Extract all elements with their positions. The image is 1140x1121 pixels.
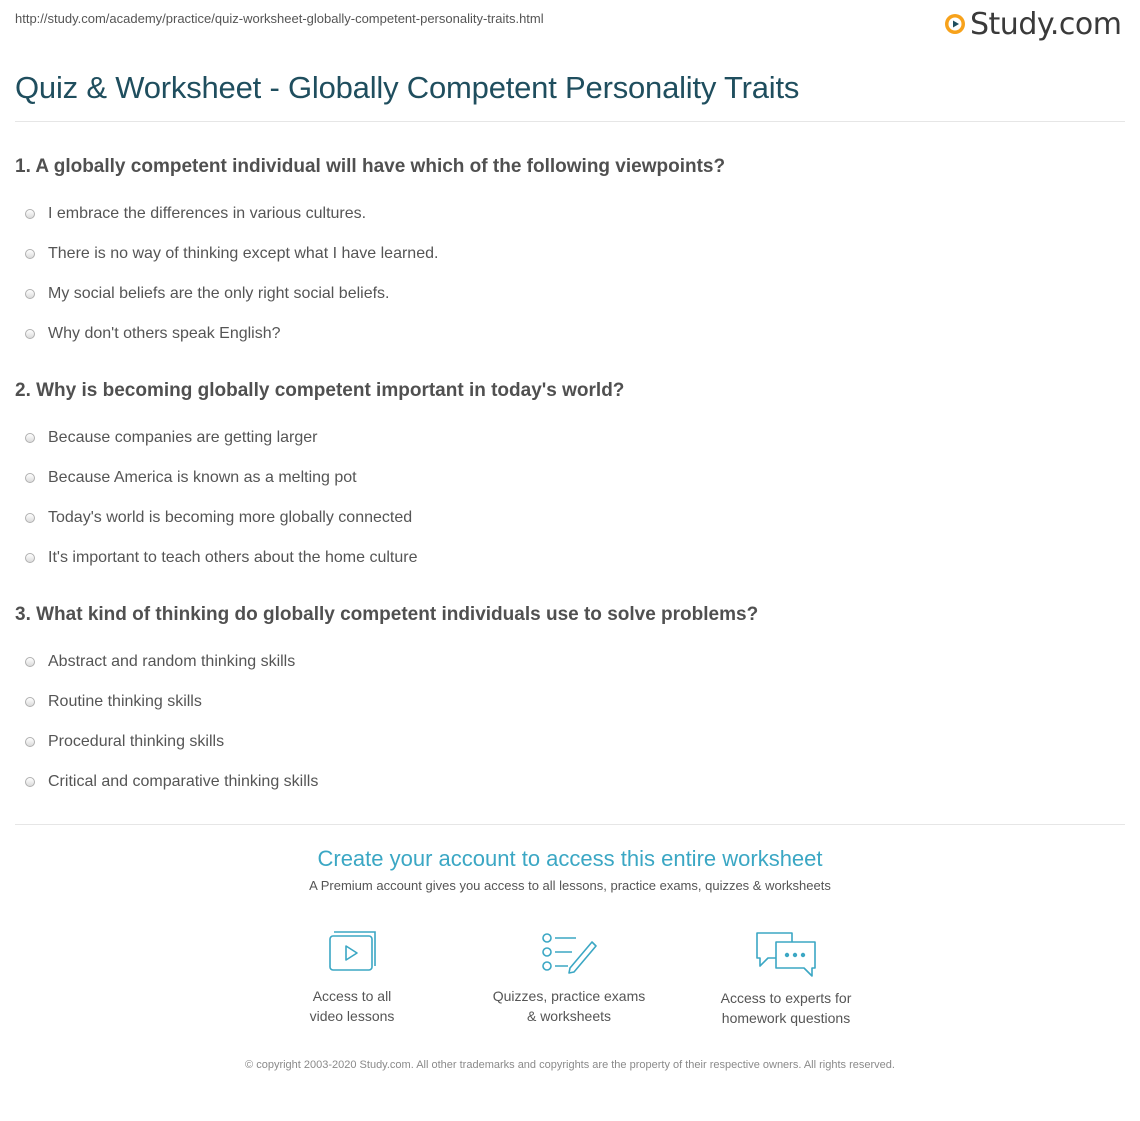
feature-label: Access to experts for homework questions [720, 990, 852, 1026]
answer-option[interactable]: It's important to teach others about the home culture [15, 538, 1115, 578]
answer-option[interactable]: Routine thinking skills [15, 682, 1115, 722]
account-cta [0, 846, 1140, 893]
title-divider [15, 121, 1125, 122]
question-text: 2. Why is becoming globally competent important in today's world? [15, 380, 625, 401]
quiz-checklist-icon [540, 930, 598, 976]
page-title: Quiz & Worksheet - Globally Competent Personality Traits [15, 70, 800, 105]
answer-option[interactable]: Procedural thinking skills [15, 722, 1115, 762]
radio-button-icon[interactable] [25, 473, 35, 483]
radio-button-icon[interactable] [25, 289, 35, 299]
feature-label: Quizzes, practice exams & worksheets [492, 988, 646, 1024]
page-url: http://study.com/academy/practice/quiz-worksheet-globally-competent-personality-traits.html [15, 11, 544, 26]
question-1 [15, 154, 1115, 354]
radio-button-icon[interactable] [25, 209, 35, 219]
feature-video-lessons [262, 930, 442, 1026]
feature-label: Access to all video lessons [309, 988, 395, 1024]
radio-button-icon[interactable] [25, 329, 35, 339]
radio-button-icon[interactable] [25, 249, 35, 259]
cta-divider [15, 824, 1125, 825]
chat-bubbles-icon [754, 930, 818, 978]
answer-option[interactable]: Because companies are getting larger [15, 418, 1115, 458]
radio-button-icon[interactable] [25, 697, 35, 707]
answer-option[interactable]: Today's world is becoming more globally connected [15, 498, 1115, 538]
question-3 [15, 602, 1115, 802]
answer-option[interactable]: My social beliefs are the only right social beliefs. [15, 274, 1115, 314]
question-text: 3. What kind of thinking do globally competent individuals use to solve problems? [15, 604, 759, 625]
answer-option[interactable]: Because America is known as a melting pot [15, 458, 1115, 498]
copyright-notice: © copyright 2003-2020 Study.com. All other trademarks and copyrights are the property of their respective owners. All rights reserved. [245, 1059, 895, 1071]
radio-button-icon[interactable] [25, 657, 35, 667]
play-logo-icon [944, 13, 966, 35]
radio-button-icon[interactable] [25, 737, 35, 747]
video-lesson-icon [325, 930, 379, 976]
logo-text: Study.com [970, 6, 1122, 42]
radio-button-icon[interactable] [25, 433, 35, 443]
feature-quizzes [479, 930, 659, 1026]
answer-option[interactable]: Critical and comparative thinking skills [15, 762, 1115, 802]
answer-option[interactable]: There is no way of thinking except what I have learned. [15, 234, 1115, 274]
feature-experts [696, 930, 876, 1028]
answer-option[interactable]: Why don't others speak English? [15, 314, 1115, 354]
answer-option[interactable]: I embrace the differences in various cultures. [15, 194, 1115, 234]
study-logo[interactable] [944, 6, 1121, 42]
radio-button-icon[interactable] [25, 513, 35, 523]
question-text: 1. A globally competent individual will have which of the following viewpoints? [15, 156, 726, 177]
radio-button-icon[interactable] [25, 553, 35, 563]
cta-title-link[interactable]: Create your account to access this entire worksheet [317, 846, 823, 871]
radio-button-icon[interactable] [25, 777, 35, 787]
answer-option[interactable]: Abstract and random thinking skills [15, 642, 1115, 682]
question-2 [15, 378, 1115, 578]
cta-subtitle: A Premium account gives you access to all lessons, practice exams, quizzes & worksheets [309, 878, 831, 893]
